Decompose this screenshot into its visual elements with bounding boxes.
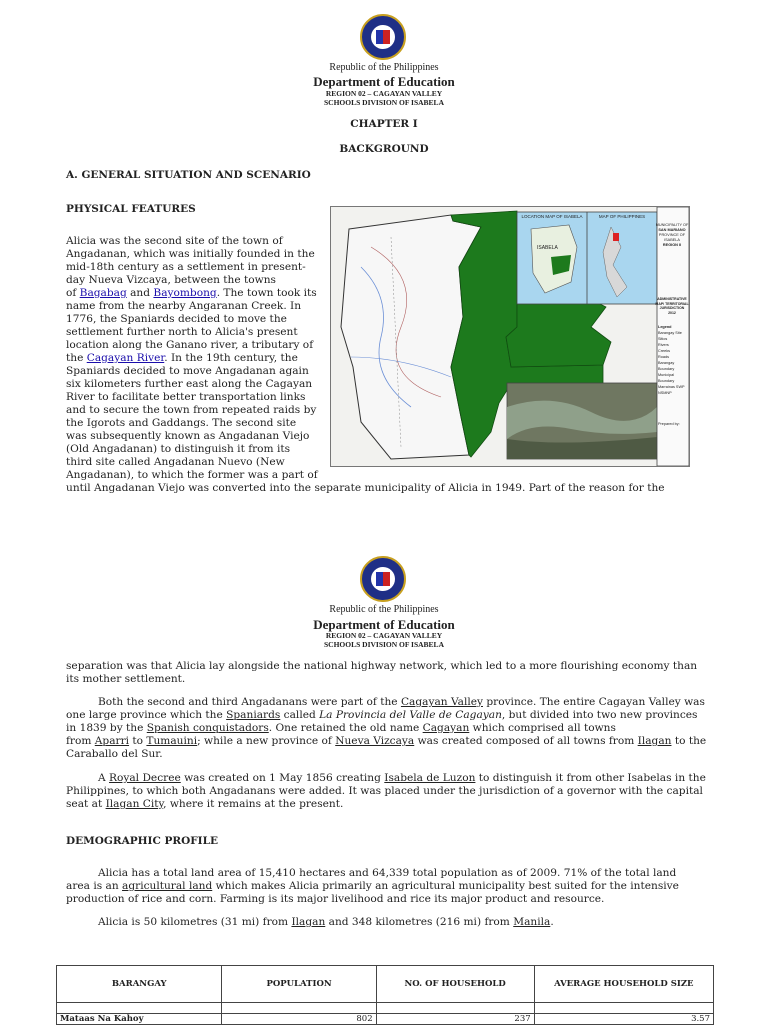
cell-population: 802	[222, 1014, 376, 1025]
col-header-avg-household-size: AVERAGE HOUSEHOLD SIZE	[534, 966, 713, 1003]
legend-item: Rivers	[658, 343, 669, 347]
administrative-map	[330, 206, 690, 467]
land-area-paragraph: Alicia has a total land area of 15,410 hectares and 64,339 total population as of 2009. 71% of the total land area is an agricultural land which makes Alicia primarily an agricultural municipality best suited for the intensive production of rice and corn. Farming is its major livelihood and rice its major product and resource.	[66, 867, 679, 905]
map-prepared-by: Prepared by:	[658, 422, 680, 426]
legend-item: Creeks	[658, 349, 671, 353]
link-agricultural-land[interactable]: agricultural land	[122, 880, 213, 892]
header-division-2: SCHOOLS DIVISION OF ISABELA	[324, 640, 444, 649]
section-a-heading: A. GENERAL SITUATION AND SCENARIO	[66, 169, 311, 181]
link-spanish-conquistadors[interactable]: Spanish conquistadors	[146, 722, 269, 734]
table-spacer-row	[57, 1003, 714, 1014]
royal-decree-paragraph: A Royal Decree was created on 1 May 1856 creating Isabela de Luzon to distinguish it from other Isabelas in the Philippines, to which both Angadanans were added. It was placed under the jurisdiction of a governor with the capital seat at Ilagan City, where it remains at the present.	[66, 772, 706, 810]
legend-item: Roads	[658, 355, 669, 359]
demographic-profile-heading: DEMOGRAPHIC PROFILE	[66, 835, 218, 847]
barangay-table	[56, 965, 714, 1025]
header-division: SCHOOLS DIVISION OF ISABELA	[324, 98, 444, 107]
link-bayombong[interactable]: Bayombong	[153, 287, 217, 299]
header-republic-2: Republic of the Philippines	[329, 604, 439, 615]
map-legend: Legend Barangay Site Sitios Rivers Creeks Roads Barangay Boundary Municipal Boundary Marrainas SWP NSMNP	[658, 324, 689, 396]
link-cagayan-valley[interactable]: Cagayan Valley	[400, 696, 483, 708]
legend-item: Barangay Boundary	[658, 361, 675, 371]
legend-item: Municipal Boundary	[658, 373, 675, 383]
link-isabela-de-luzon[interactable]: Isabela de Luzon	[384, 772, 476, 784]
col-header-households: NO. OF HOUSEHOLD	[376, 966, 534, 1003]
map-inset-location-title: LOCATION MAP OF ISABELA	[521, 214, 583, 219]
link-cagayan[interactable]: Cagayan	[422, 722, 470, 734]
legend-item: Barangay Site	[658, 331, 682, 335]
map-admin-title: ADMINISTRATIVE MAP/ TERRITORIAL JURISDICTION 2012	[655, 297, 689, 315]
header-department-2: Department of Education	[313, 617, 455, 632]
physical-features-paragraph: Alicia was the second site of the town of Angadanan, which was initially founded in the mid-18th century as a settlement in present- day Nueva Vizcaya, between the towns of Bagabag and Bayombong. The town took its name from the nearby Angaranan Creek. In 1776, the Spaniards decided to move the settlement further north to Alicia's present location along the Ganano river, a tributary of the Cagayan River. In the 19th century, the Spaniards decided to move Angadanan again six kilometers further east along the Cagayan River to facilitate better transportation links and to secure the town from repeated raids by the Igorots and Gaddangs. The second site was subsequently known as Angadanan Viejo (Old Angadanan) to distinguish it from its third site called Angadanan Nuevo (New Angadanan), to which the former was a part of	[66, 235, 318, 481]
cell-households: 237	[376, 1014, 534, 1025]
continued-paragraph: separation was that Alicia lay alongside the national highway network, which led to a more flourishing economy than its mother settlement.	[66, 660, 698, 685]
legend-item: NSMNP	[658, 391, 672, 395]
col-header-barangay: BARANGAY	[57, 966, 222, 1003]
map-isabela-label: ISABELA	[537, 245, 558, 251]
header-region: REGION 02 – CAGAYAN VALLEY	[325, 89, 443, 98]
distance-paragraph: Alicia is 50 kilometres (31 mi) from Ilagan and 348 kilometres (216 mi) from Manila.	[98, 916, 554, 928]
link-spaniards[interactable]: Spaniards	[226, 709, 281, 721]
map-graphic	[331, 207, 689, 466]
link-bagabag[interactable]: Bagabag	[79, 287, 127, 299]
link-cagayan-river[interactable]: Cagayan River	[86, 352, 165, 364]
physical-features-last-line: until Angadanan Viejo was converted into the separate municipality of Alicia in 1949. Part of the reason for the	[66, 482, 665, 494]
physical-features-heading: PHYSICAL FEATURES	[66, 203, 196, 215]
header-department: Department of Education	[313, 74, 455, 89]
link-aparri[interactable]: Aparri	[94, 735, 130, 747]
link-ilagan-city[interactable]: Ilagan City	[105, 798, 164, 810]
col-header-population: POPULATION	[222, 966, 376, 1003]
deped-seal-logo	[360, 14, 406, 60]
link-manila[interactable]: Manila	[513, 916, 551, 928]
link-ilagan-2[interactable]: Ilagan	[291, 916, 326, 928]
map-inset-philippines-title: MAP OF PHILIPPINES	[598, 214, 646, 219]
cell-barangay: Mataas Na Kahoy	[57, 1014, 222, 1025]
chapter-title: CHAPTER I	[350, 118, 418, 130]
legend-item: Sitios	[658, 337, 668, 341]
header-republic: Republic of the Philippines	[329, 62, 439, 73]
link-nueva-vizcaya[interactable]: Nueva Vizcaya	[335, 735, 415, 747]
link-royal-decree[interactable]: Royal Decree	[109, 772, 181, 784]
link-ilagan[interactable]: Ilagan	[637, 735, 672, 747]
link-tumauini[interactable]: Tumauini	[146, 735, 198, 747]
header-region-2: REGION 02 – CAGAYAN VALLEY	[325, 631, 443, 640]
cell-avg-size: 3.57	[534, 1014, 713, 1025]
map-title-block: MUNICIPALITY OF SAN MARIANO PROVINCE OF ISABELA REGION II	[655, 223, 689, 247]
legend-item: Marrainas SWP	[658, 385, 685, 389]
background-title: BACKGROUND	[339, 143, 429, 155]
provinces-paragraph: Both the second and third Angadanans were part of the Cagayan Valley province. The entire Cagayan Valley was one large province which the Spaniards called La Provincia del Valle de Cagayan, but divided into two new provinces in 1839 by the Spanish conquistadors. One retained the old name Cagayan which comprised all towns from Aparri to Tumauini; while a new province of Nueva Vizcaya was created composed of all towns from Ilagan to the Caraballo del Sur.	[66, 696, 707, 760]
table-row	[57, 1014, 714, 1025]
deped-seal-logo-2	[360, 556, 406, 602]
